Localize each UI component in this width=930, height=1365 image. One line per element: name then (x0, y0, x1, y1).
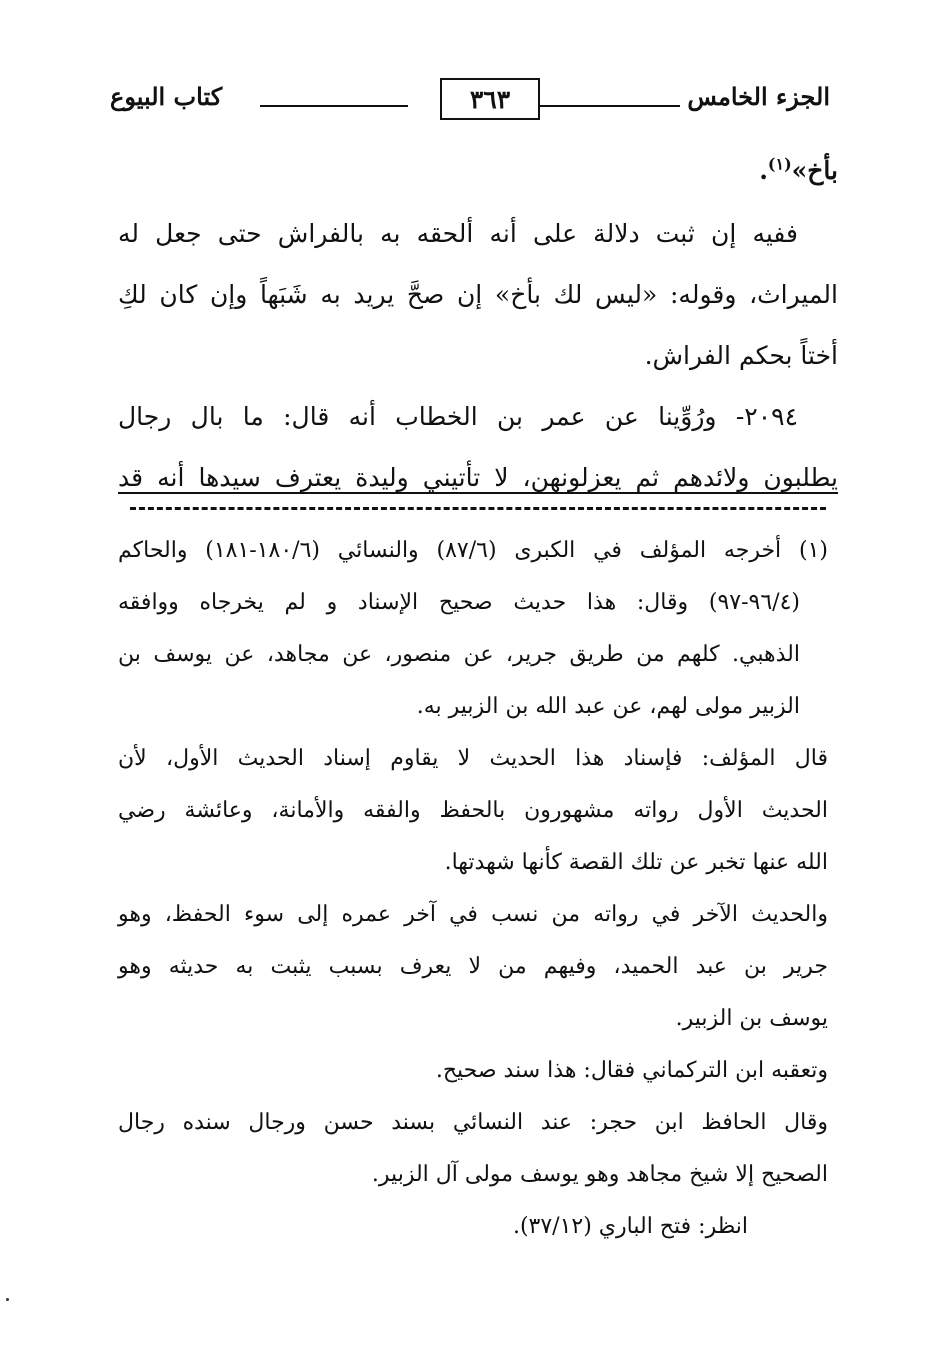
page-number: ٣٦٣ (440, 78, 540, 120)
footnote-line-14: انظر: فتح الباري (٣٧/١٢). (512, 1214, 748, 1239)
paragraph-2094 (118, 386, 838, 508)
footnote-line-8: والحديث الآخر في رواته من نسب في آخر عمره إلى سوء الحفظ، وهو (118, 902, 828, 927)
footnote-line-6: الحديث الأول رواته مشهورون بالحفظ والفقه والأمانة، وعائشة رضي (118, 798, 828, 823)
footnote-line-5: قال المؤلف: فإسناد هذا الحديث لا يقاوم إسناد الحديث الأول، لأن (118, 746, 828, 771)
footnote-line-11: وتعقبه ابن التركماني فقال: هذا سند صحيح. (435, 1058, 828, 1083)
footnote-line-10: يوسف بن الزبير. (675, 1006, 828, 1031)
page-header (110, 72, 830, 132)
footnote-line-12: وقال الحافظ ابن حجر: عند النسائي بسند حسن ورجال سنده رجال (118, 1110, 828, 1135)
main-text (118, 140, 838, 508)
footnote-line-7: الله عنها تخبر عن تلك القصة كأنها شهدتها. (444, 850, 828, 875)
footnotes (118, 525, 828, 1253)
footnote-line-2: (٩٦/٤-٩٧) وقال: هذا حديث صحيح الإسناد و لم يخرجاه ووافقه (118, 590, 800, 615)
part-title: الجزء الخامس (687, 82, 830, 111)
footnote-line-13: الصحيح إلا شيخ مجاهد وهو يوسف مولى آل الزبير. (371, 1162, 828, 1187)
paragraph-1-line-1: ففيه إن ثبت دلالة على أنه ألحقه به بالفراش حتى جعل له (118, 219, 798, 248)
footnote-line-1: (١) أخرجه المؤلف في الكبرى (٨٧/٦) والنسائي (١٨٠/٦-١٨١) والحاكم (118, 538, 828, 563)
continuation-text: بأخ» (791, 156, 838, 185)
footnote-line-3: الذهبي. كلهم من طريق جرير، عن منصور، عن مجاهد، عن يوسف بن (118, 642, 800, 667)
footnote-line-4: الزبير مولى لهم، عن عبد الله بن الزبير به. (416, 694, 800, 719)
footnote-separator (130, 507, 826, 510)
header-rule-right (540, 105, 680, 107)
continuation-end: . (759, 156, 768, 185)
paragraph-1-line-3: أختاً بحكم الفراش. (644, 341, 838, 370)
paragraph-1 (118, 203, 838, 386)
paragraph-2094-line-1: ٢٠٩٤- ورُوِّينا عن عمر بن الخطاب أنه قال: ما بال رجال (118, 402, 798, 431)
margin-mark (6, 1298, 9, 1301)
footnote-ref: (١) (767, 154, 792, 174)
book-title: كتاب البيوع (110, 82, 223, 111)
continuation-line (118, 140, 838, 201)
footnote-line-9: جرير بن عبد الحميد، وفيهم من لا يعرف بسبب يثبت به حديثه وهو (118, 954, 828, 979)
paragraph-1-line-2: الميراث، وقوله: «ليس لك بأخ» إن صحَّ يريد به شَبَهاً وإن كان لكِ (118, 280, 838, 309)
paragraph-2094-line-2: يطلبون ولائدهم ثم يعزلونهن، لا تأتيني وليدة يعترف سيدها أنه قد (118, 463, 838, 492)
header-rule-left (260, 105, 408, 107)
